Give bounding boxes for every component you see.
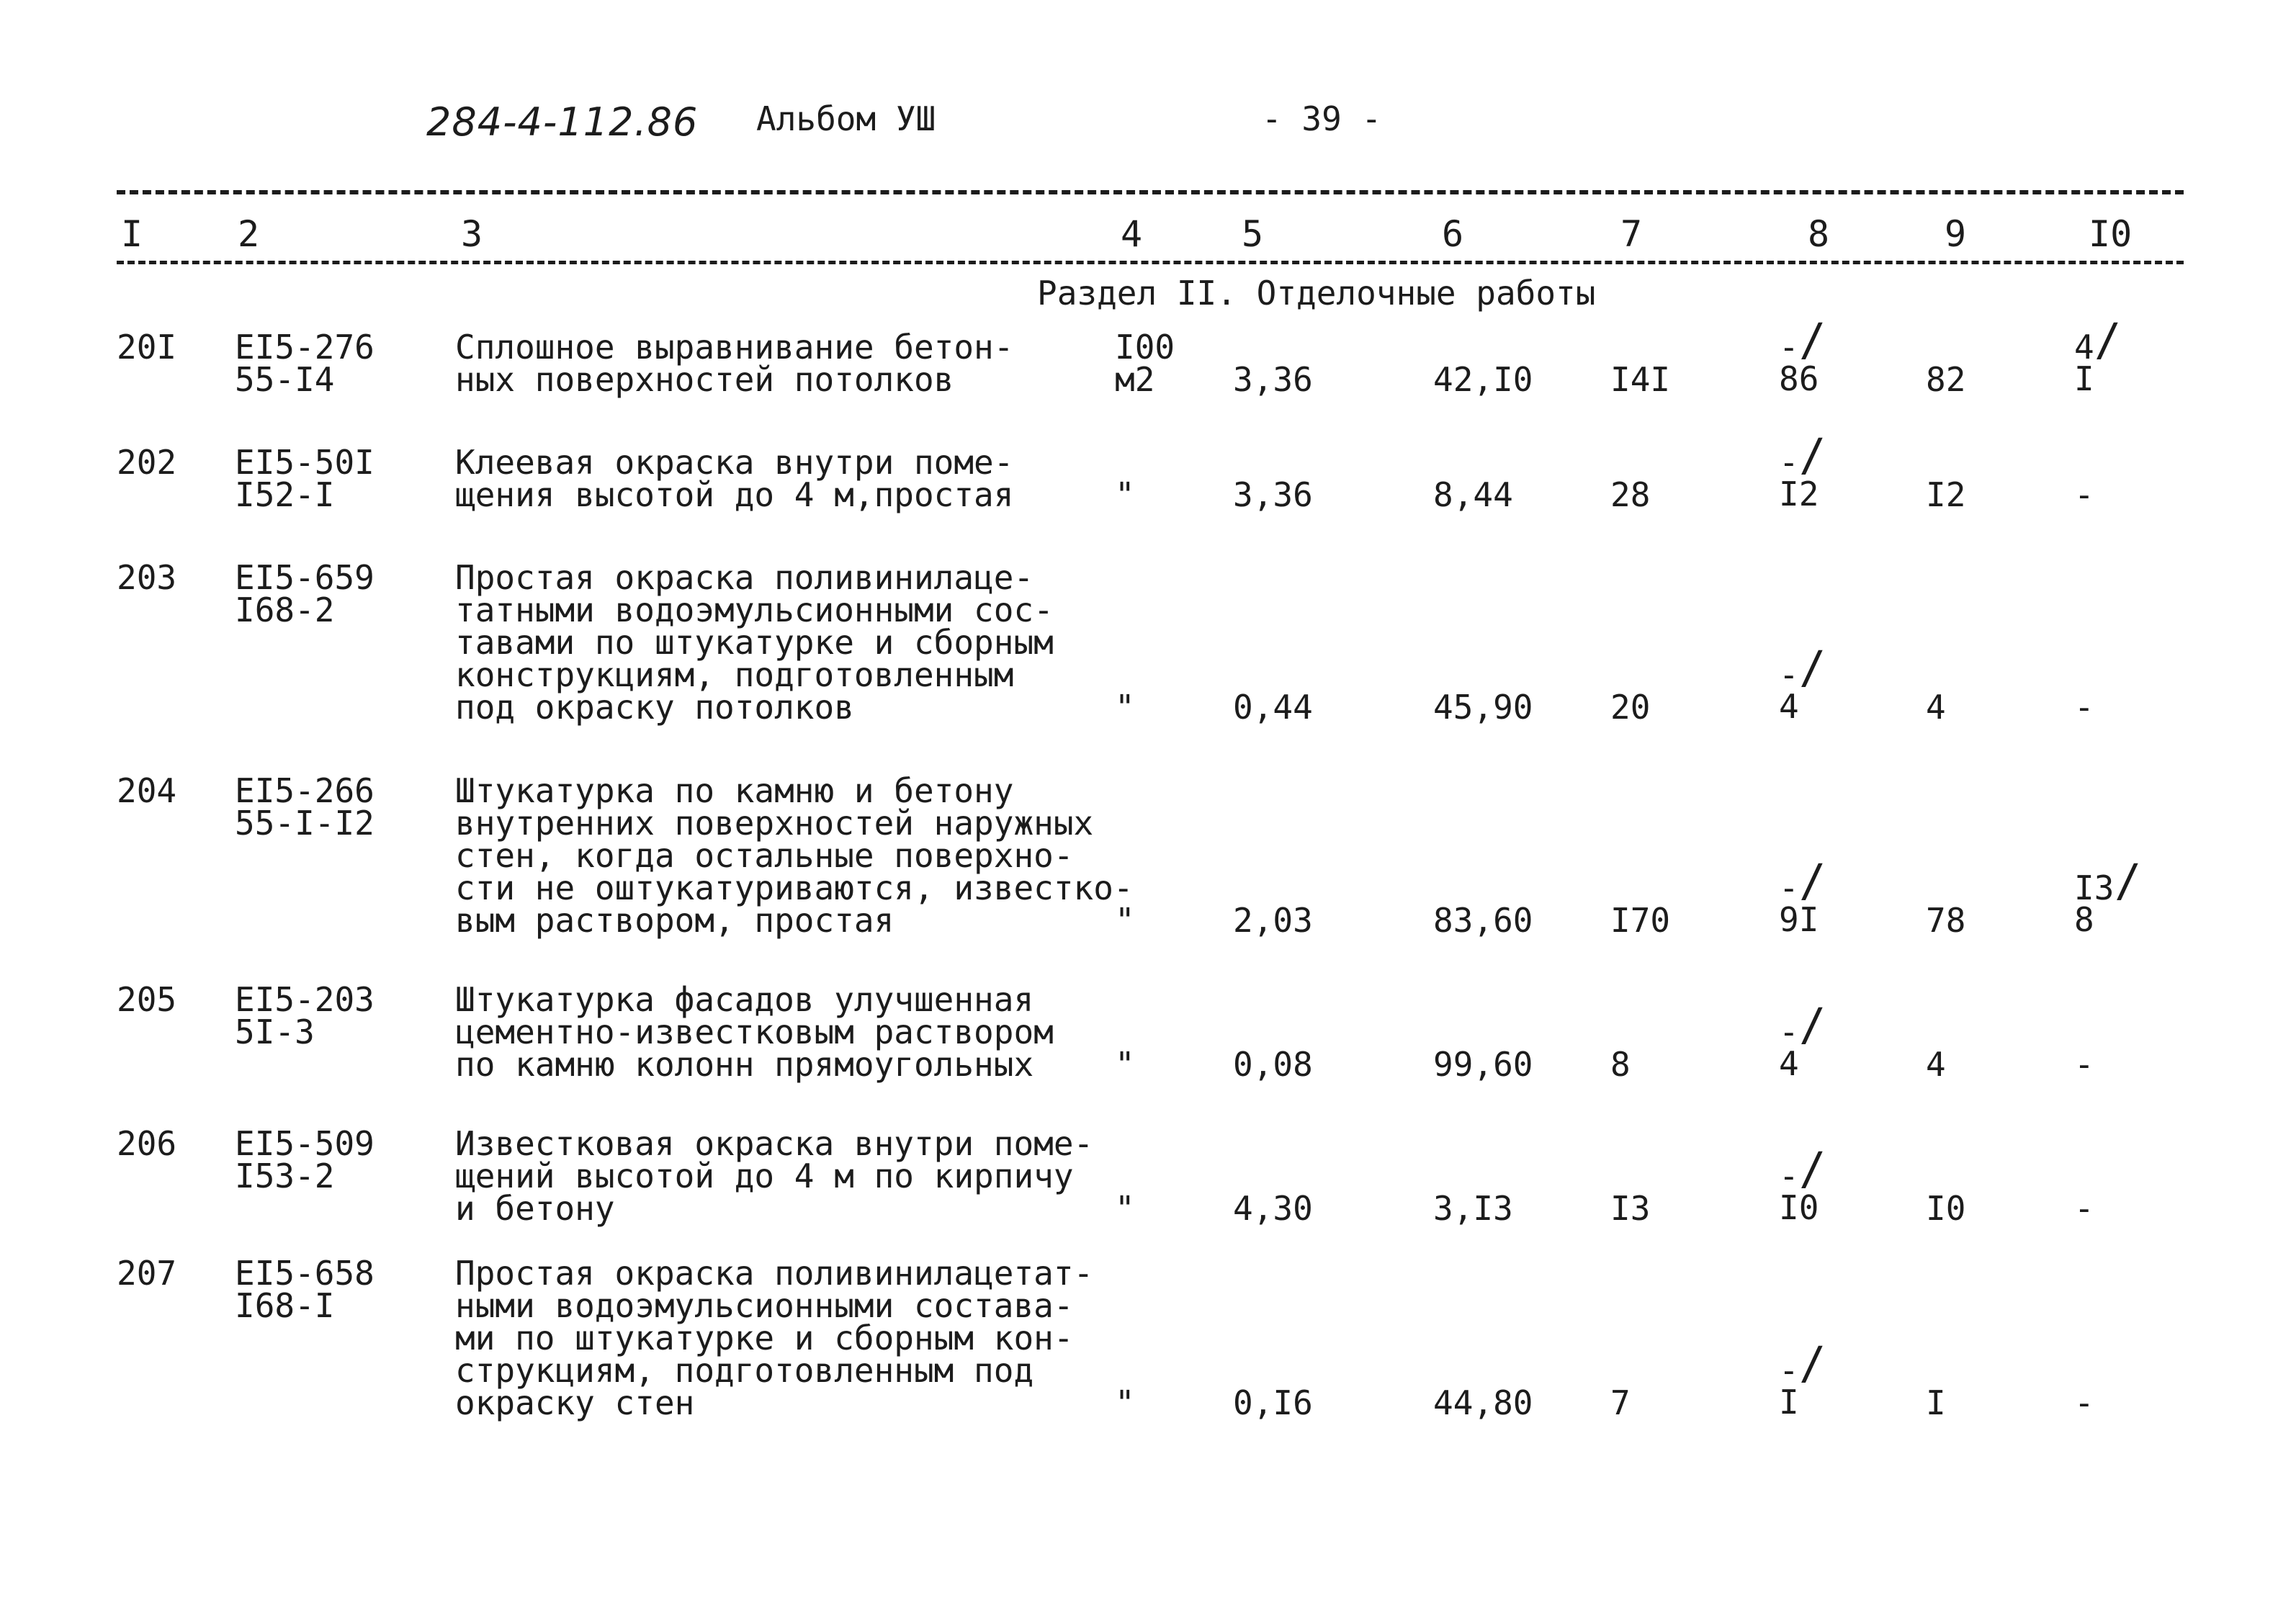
work-description-line: Клеевая окраска внутри поме- <box>455 443 1014 482</box>
norm-code: EI5-203 <box>235 980 375 1019</box>
value-col-5: 0,44 <box>1233 688 1313 727</box>
norm-code: EI5-276 <box>235 328 375 367</box>
norm-code: I52-I <box>235 475 335 514</box>
work-description-line: ными водоэмульсионными состава- <box>455 1286 1074 1325</box>
work-description-line: ных поверхностей потолков <box>455 360 954 399</box>
column-number-6: 6 <box>1442 213 1464 255</box>
unit-ditto-mark: " <box>1115 688 1135 727</box>
work-description-line: по камню колонн прямоугольных <box>455 1045 1034 1084</box>
value-col-6: 42,I0 <box>1433 360 1533 399</box>
value-col-9: I2 <box>1926 475 1966 514</box>
norm-code: EI5-509 <box>235 1124 375 1163</box>
value-col-9: I0 <box>1926 1189 1966 1228</box>
value-col-8-denominator: 9I <box>1779 900 1819 939</box>
unit-of-measure: м2 <box>1115 360 1155 399</box>
norm-code: 5I-3 <box>235 1013 315 1051</box>
column-number-4: 4 <box>1121 213 1143 255</box>
value-col-10-numerator: 4 <box>2074 328 2094 367</box>
value-col-8-denominator: I <box>1779 1383 1799 1422</box>
value-col-10-denominator: 8 <box>2074 900 2094 939</box>
value-col-8-numerator: - <box>1779 328 1799 367</box>
header-rule <box>117 190 2184 194</box>
section-title: Раздел II. Отделочные работы <box>1037 274 1596 313</box>
fraction-slash: / <box>1799 1337 1826 1389</box>
work-description-line: под окраску потолков <box>455 688 854 727</box>
value-col-5: 4,30 <box>1233 1189 1313 1228</box>
value-col-8-numerator: - <box>1779 1013 1799 1051</box>
work-description-line: сти не оштукатуриваются, известко- <box>455 868 1134 907</box>
value-col-10: - <box>2074 1189 2094 1228</box>
norm-code: EI5-50I <box>235 443 375 482</box>
fraction-slash: / <box>1799 998 1826 1051</box>
value-col-5: 2,03 <box>1233 901 1313 940</box>
value-col-8-denominator: I2 <box>1779 475 1819 513</box>
unit-ditto-mark: " <box>1115 1383 1135 1422</box>
column-number-1: I <box>121 213 143 255</box>
value-col-8-denominator: 86 <box>1779 359 1819 398</box>
value-col-8-numerator: - <box>1779 655 1799 694</box>
work-description-line: Штукатурка фасадов улучшенная <box>455 980 1034 1019</box>
fraction-slash: / <box>1799 1142 1826 1195</box>
value-col-7: 28 <box>1610 475 1651 514</box>
column-number-2: 2 <box>238 213 260 255</box>
value-col-7: 7 <box>1610 1383 1631 1422</box>
work-description-line: тавами по штукатурке и сборным <box>455 623 1054 662</box>
value-col-10-numerator: I3 <box>2074 868 2115 907</box>
norm-code: I68-2 <box>235 591 335 629</box>
fraction-slash: / <box>1799 313 1826 366</box>
unit-ditto-mark: " <box>1115 1045 1135 1084</box>
value-col-8-numerator: - <box>1779 1157 1799 1195</box>
fraction-slash: / <box>1799 641 1826 693</box>
item-number: 20I <box>117 328 177 367</box>
value-col-6: 3,I3 <box>1433 1189 1513 1228</box>
value-col-8-denominator: 4 <box>1779 687 1799 726</box>
norm-code: I53-2 <box>235 1157 335 1195</box>
column-number-8: 8 <box>1808 213 1830 255</box>
work-description-line: щений высотой до 4 м по кирпичу <box>455 1157 1074 1195</box>
work-description-line: Сплошное выравнивание бетон- <box>455 328 1014 367</box>
work-description-line: Простая окраска поливинилаце- <box>455 558 1034 597</box>
work-description-line: Простая окраска поливинилацетат- <box>455 1254 1094 1293</box>
work-description-line: окраску стен <box>455 1383 695 1422</box>
value-col-9: 4 <box>1926 1045 1946 1084</box>
value-col-9: 4 <box>1926 688 1946 727</box>
work-description-line: струкциям, подготовленным под <box>455 1351 1034 1390</box>
norm-code: EI5-658 <box>235 1254 375 1293</box>
norm-code: 55-I4 <box>235 360 335 399</box>
work-description-line: стен, когда остальные поверхно- <box>455 836 1074 875</box>
value-col-10: - <box>2074 688 2094 727</box>
work-description-line: Известковая окраска внутри поме- <box>455 1124 1094 1163</box>
value-col-7: I4I <box>1610 360 1671 399</box>
value-col-6: 83,60 <box>1433 901 1533 940</box>
value-col-8-denominator: I0 <box>1779 1188 1819 1227</box>
value-col-7: 20 <box>1610 688 1651 727</box>
column-number-3: 3 <box>461 213 483 255</box>
value-col-10-denominator: I <box>2074 359 2094 398</box>
column-number-rule <box>117 261 2184 264</box>
value-col-7: 8 <box>1610 1045 1631 1084</box>
item-number: 205 <box>117 980 177 1019</box>
norm-code: EI5-266 <box>235 771 375 810</box>
unit-ditto-mark: " <box>1115 475 1135 514</box>
work-description-line: ми по штукатурке и сборным кон- <box>455 1319 1074 1357</box>
value-col-6: 44,80 <box>1433 1383 1533 1422</box>
work-description-line: и бетону <box>455 1189 615 1228</box>
fraction-slash: / <box>2115 854 2142 907</box>
work-description-line: внутренних поверхностей наружных <box>455 804 1094 843</box>
value-col-5: 3,36 <box>1233 360 1313 399</box>
value-col-7: I3 <box>1610 1189 1651 1228</box>
column-number-9: 9 <box>1945 213 1967 255</box>
value-col-8-numerator: - <box>1779 1351 1799 1390</box>
work-description-line: Штукатурка по камню и бетону <box>455 771 1014 810</box>
value-col-10: - <box>2074 1383 2094 1422</box>
work-description-line: вым раствором, простая <box>455 901 894 940</box>
item-number: 202 <box>117 443 177 482</box>
value-col-7: I70 <box>1610 901 1671 940</box>
value-col-5: 0,I6 <box>1233 1383 1313 1422</box>
column-number-10: I0 <box>2089 213 2133 255</box>
item-number: 207 <box>117 1254 177 1293</box>
value-col-9: 78 <box>1926 901 1966 940</box>
norm-code: EI5-659 <box>235 558 375 597</box>
value-col-8-numerator: - <box>1779 868 1799 907</box>
value-col-6: 8,44 <box>1433 475 1513 514</box>
document-code: 284-4-112.86 <box>426 99 699 145</box>
column-number-7: 7 <box>1620 213 1643 255</box>
item-number: 204 <box>117 771 177 810</box>
unit-ditto-mark: " <box>1115 901 1135 940</box>
value-col-10: - <box>2074 1045 2094 1084</box>
value-col-5: 3,36 <box>1233 475 1313 514</box>
unit-of-measure: I00 <box>1115 328 1175 367</box>
fraction-slash: / <box>2094 313 2122 366</box>
value-col-6: 45,90 <box>1433 688 1533 727</box>
value-col-9: I <box>1926 1383 1946 1422</box>
value-col-5: 0,08 <box>1233 1045 1313 1084</box>
work-description-line: щения высотой до 4 м,простая <box>455 475 1014 514</box>
norm-code: I68-I <box>235 1286 335 1325</box>
value-col-8-denominator: 4 <box>1779 1044 1799 1083</box>
fraction-slash: / <box>1799 428 1826 481</box>
work-description-line: татными водоэмульсионными сос- <box>455 591 1054 629</box>
norm-code: 55-I-I2 <box>235 804 375 843</box>
item-number: 203 <box>117 558 177 597</box>
item-number: 206 <box>117 1124 177 1163</box>
value-col-9: 82 <box>1926 360 1966 399</box>
unit-ditto-mark: " <box>1115 1189 1135 1228</box>
work-description-line: цементно-известковым раствором <box>455 1013 1054 1051</box>
fraction-slash: / <box>1799 854 1826 907</box>
page-number: - 39 - <box>1262 99 1382 138</box>
value-col-8-numerator: - <box>1779 443 1799 482</box>
column-number-5: 5 <box>1242 213 1264 255</box>
value-col-6: 99,60 <box>1433 1045 1533 1084</box>
value-col-10: - <box>2074 475 2094 514</box>
work-description-line: конструкциям, подготовленным <box>455 655 1014 694</box>
album-label: Альбом УШ <box>756 99 936 138</box>
